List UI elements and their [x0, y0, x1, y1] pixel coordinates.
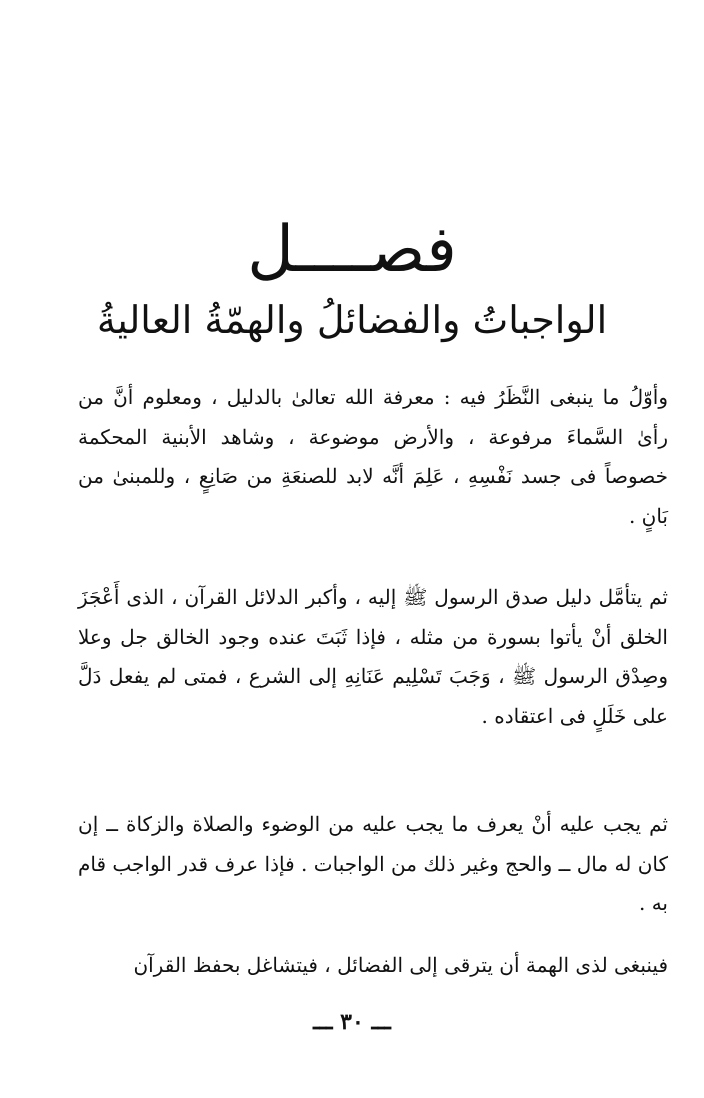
section-title: الواجباتُ والفضائلُ والهمّةُ العاليةُ: [96, 298, 608, 342]
paragraph-2: ثم يتأمَّل دليل صدق الرسول ﷺ إليه ، وأكبر الدلائل القرآن ، الذى أَعْجَزَ الخلق أنْ يأتوا بسورة من مثله ، فإذا ثَبَتَ عنده وجود الخالق جل وعلا وصِدْق الرسول ﷺ ، وَجَبَ تَسْلِيم عَنَانِهِ إلى الشرع ، فمتى لم يفعل دَلَّ على خَلَلٍ فى اعتقاده .: [78, 585, 668, 728]
paragraph-4-block: [78, 946, 668, 986]
paragraph-1-block: [78, 378, 668, 536]
paragraph-1: وأوّلُ ما ينبغى النَّظَرُ فيه : معرفة الله تعالىٰ بالدليل ، ومعلوم أنَّ من رأىٰ السَّماءَ مرفوعة ، والأرض موضوعة ، وشاهد الأبنية المحكمة خصوصاً فى جسد نَفْسِهِ ، عَلِمَ أنَّه لابد للصنعَةِ من صَانِعٍ ، وللمبنىٰ من بَانٍ .: [78, 385, 668, 528]
paragraph-2-block: [78, 578, 668, 736]
paragraph-4: فينبغى لذى الهمة أن يترقى إلى الفضائل ، فيتشاغل بحفظ القرآن: [133, 953, 668, 977]
paragraph-3-block: [78, 805, 668, 924]
paragraph-3: ثم يجب عليه أنْ يعرف ما يجب عليه من الوضوء والصلاة والزكاة ــ إن كان له مال ــ والحج وغير ذلك من الواجبات . فإذا عرف قدر الواجب قام به .: [78, 812, 669, 915]
page-number: ـــ ٣٠ ـــ: [313, 1009, 391, 1035]
chapter-heading: فصــــل: [247, 213, 457, 287]
